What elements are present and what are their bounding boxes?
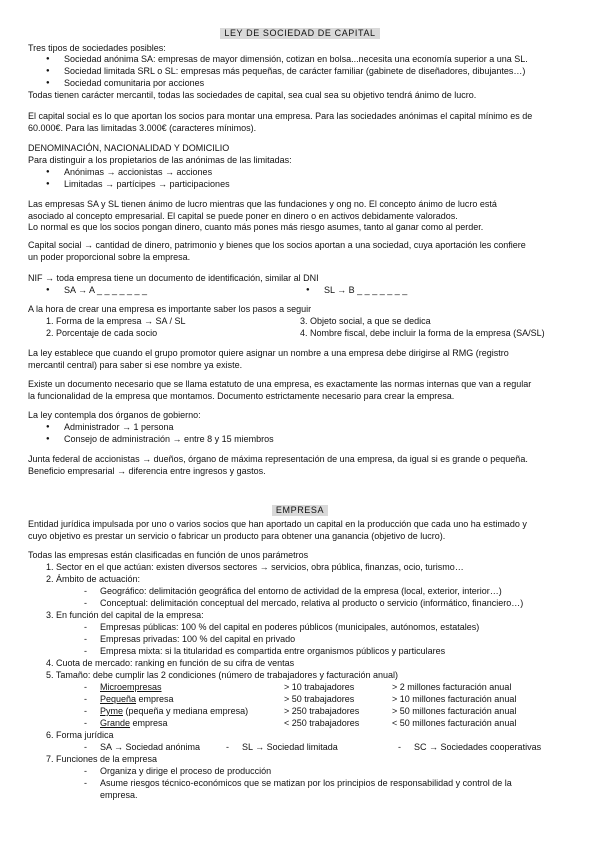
- paragraph: A la hora de crear una empresa es importante saber los pasos a seguir: [28, 304, 312, 314]
- size-workers: > 250 trabajadores: [284, 706, 360, 716]
- size-revenue: > 50 millones facturación anual: [392, 706, 517, 716]
- paragraph: asociado al concepto empresarial. El capital se puede poner en dinero o en activos debidamente valorados.: [28, 211, 458, 221]
- sub-list-item: - SA → Sociedad anónima: [100, 742, 200, 753]
- paragraph: un poder proporcional sobre la empresa.: [28, 252, 191, 262]
- section-title-empresa-text: EMPRESA: [272, 505, 328, 516]
- sub-list-item: - Organiza y dirige el proceso de producción: [100, 766, 271, 777]
- tipos-intro: Tres tipos de sociedades posibles:: [28, 43, 166, 53]
- paragraph: Entidad jurídica impulsada por uno o varios socios que han aportado un capital en la producción que cada uno ha estimado y: [28, 519, 527, 529]
- size-revenue: > 10 millones facturación anual: [392, 694, 517, 704]
- size-row: [100, 694, 174, 705]
- size-revenue: > 2 millones facturación anual: [392, 682, 512, 692]
- sub-list-item: - Asume riesgos técnico-económicos que se matizan por los principios de responsabilidad y control de la: [100, 778, 512, 789]
- list-item: ● Anónimas → accionistas → acciones: [64, 167, 212, 178]
- sub-list-item: - Geográfico: delimitación geográfica del entorno de actividad de la empresa (local, exterior, interior…): [100, 586, 502, 597]
- paragraph: la funcionalidad de la empresa que montamos. Documento estrictamente necesario para crear la empresa.: [28, 391, 455, 401]
- heading-denominacion: DENOMINACIÓN, NACIONALIDAD Y DOMICILIO: [28, 143, 230, 153]
- list-item: 4. Cuota de mercado: ranking en función de su cifra de ventas: [46, 658, 295, 668]
- paragraph: Las empresas SA y SL tienen ánimo de lucro mientras que las fundaciones y ong no. El concepto ánimo de lucro está: [28, 199, 497, 209]
- section-title-empresa: [28, 505, 572, 516]
- sub-list-item: - Empresa mixta: si la titularidad es compartida entre organismos públicos y particulares: [100, 646, 445, 657]
- list-item: 3. Objeto social, a que se dedica: [300, 316, 431, 326]
- list-item: 4. Nombre fiscal, debe incluir la forma de la empresa (SA/SL): [300, 328, 545, 338]
- sub-list-item: - Empresas públicas: 100 % del capital en poderes públicos (municipales, autónomos, estatales): [100, 622, 479, 633]
- list-item: ● SL → B _ _ _ _ _ _ _: [324, 285, 407, 296]
- sub-list-item: - Empresas privadas: 100 % del capital en privado: [100, 634, 295, 645]
- section-title-ley: [28, 28, 572, 39]
- size-workers: < 250 trabajadores: [284, 718, 360, 728]
- sub-list-item: - Conceptual: delimitación conceptual del mercado, relativa al producto o servicio (informático, financiero…): [100, 598, 523, 609]
- paragraph: La ley contempla dos órganos de gobierno:: [28, 410, 201, 420]
- size-desc: (pequeña y mediana empresa): [123, 706, 249, 716]
- list-item: 2. Ámbito de actuación:: [46, 574, 141, 584]
- paragraph: Todas las empresas están clasificadas en función de unos parámetros: [28, 550, 309, 560]
- size-row: [100, 706, 248, 717]
- paragraph: Junta federal de accionistas → dueños, órgano de máxima representación de una empresa, da igual si es grande o pequeña.: [28, 454, 528, 464]
- size-name: Microempresas: [100, 682, 162, 692]
- list-item: ● SA → A _ _ _ _ _ _ _: [64, 285, 147, 296]
- list-item: 1. Forma de la empresa → SA / SL: [46, 316, 186, 326]
- paragraph: El capital social es lo que aportan los socios para montar una empresa. Para las sociedades anónimas el capital mínimo es de: [28, 111, 533, 121]
- list-item: ● Administrador → 1 persona: [64, 422, 174, 433]
- paragraph: NIF → toda empresa tiene un documento de identificación, similar al DNI: [28, 273, 319, 283]
- paragraph: cuyo objetivo es prestar un servicio o fabricar un producto para obtener una ganancia (objetivo de lucro).: [28, 531, 446, 541]
- list-item: 3. En función del capital de la empresa:: [46, 610, 204, 620]
- size-name: Grande: [100, 718, 131, 728]
- size-desc: empresa: [136, 694, 174, 704]
- paragraph: Lo normal es que los socios pongan dinero, cuanto más pones más riesgo asumes, tanto al ganar como al perder.: [28, 222, 484, 232]
- paragraph: Beneficio empresarial → diferencia entre ingresos y gastos.: [28, 466, 266, 476]
- paragraph: 60.000€. Para las limitadas 3.000€ (caracteres mínimos).: [28, 123, 257, 133]
- paragraph: Todas tienen carácter mercantil, todas las sociedades de capital, sea cual sea su objetivo tendrá ánimo de lucro.: [28, 90, 477, 100]
- list-item: 7. Funciones de la empresa: [46, 754, 158, 764]
- size-row: [100, 718, 168, 729]
- paragraph: Para distinguir a los propietarios de las anónimas de las limitadas:: [28, 155, 292, 165]
- list-item: ● Sociedad anónima SA: empresas de mayor dimensión, cotizan en bolsa...necesita una economía superior a una SL.: [64, 54, 528, 65]
- paragraph: La ley establece que cuando el grupo promotor quiere asignar un nombre a una empresa debe dirigirse al RMG (registro: [28, 348, 509, 358]
- list-item: 5. Tamaño: debe cumplir las 2 condiciones (número de trabajadores y facturación anual): [46, 670, 399, 680]
- paragraph: Capital social → cantidad de dinero, patrimonio y bienes que los socios aportan a una sociedad, cuya aportación les confiere: [28, 240, 526, 250]
- size-desc: empresa: [130, 718, 168, 728]
- sub-list-item: - SL → Sociedad limitada: [242, 742, 338, 753]
- list-item: ● Sociedad comunitaria por acciones: [64, 78, 204, 89]
- paragraph: Existe un documento necesario que se llama estatuto de una empresa, es exactamente las normas internas que van a regular: [28, 379, 532, 389]
- list-item: ● Consejo de administración → entre 8 y 15 miembros: [64, 434, 274, 445]
- size-workers: > 50 trabajadores: [284, 694, 355, 704]
- list-item: 1. Sector en el que actúan: existen diversos sectores → servicios, obra pública, finanzas, ocio, turismo…: [46, 562, 464, 572]
- list-item: 2. Porcentaje de cada socio: [46, 328, 158, 338]
- size-name: Pequeña: [100, 694, 137, 704]
- list-item: 6. Forma jurídica: [46, 730, 114, 740]
- sub-list-item-cont: empresa.: [100, 790, 138, 800]
- list-item: ● Limitadas → partícipes → participaciones: [64, 179, 230, 190]
- size-row: [100, 682, 162, 693]
- sub-list-item: - SC → Sociedades cooperativas: [414, 742, 541, 753]
- size-revenue: < 50 millones facturación anual: [392, 718, 517, 728]
- list-item: ● Sociedad limitada SRL o SL: empresas más pequeñas, de carácter familiar (gabinete de diseñadores, dibujantes…): [64, 66, 525, 77]
- paragraph: mercantil central) para saber si ese nombre ya existe.: [28, 360, 243, 370]
- size-workers: > 10 trabajadores: [284, 682, 355, 692]
- size-name: Pyme: [100, 706, 124, 716]
- section-title-ley-text: LEY DE SOCIEDAD DE CAPITAL: [220, 28, 379, 39]
